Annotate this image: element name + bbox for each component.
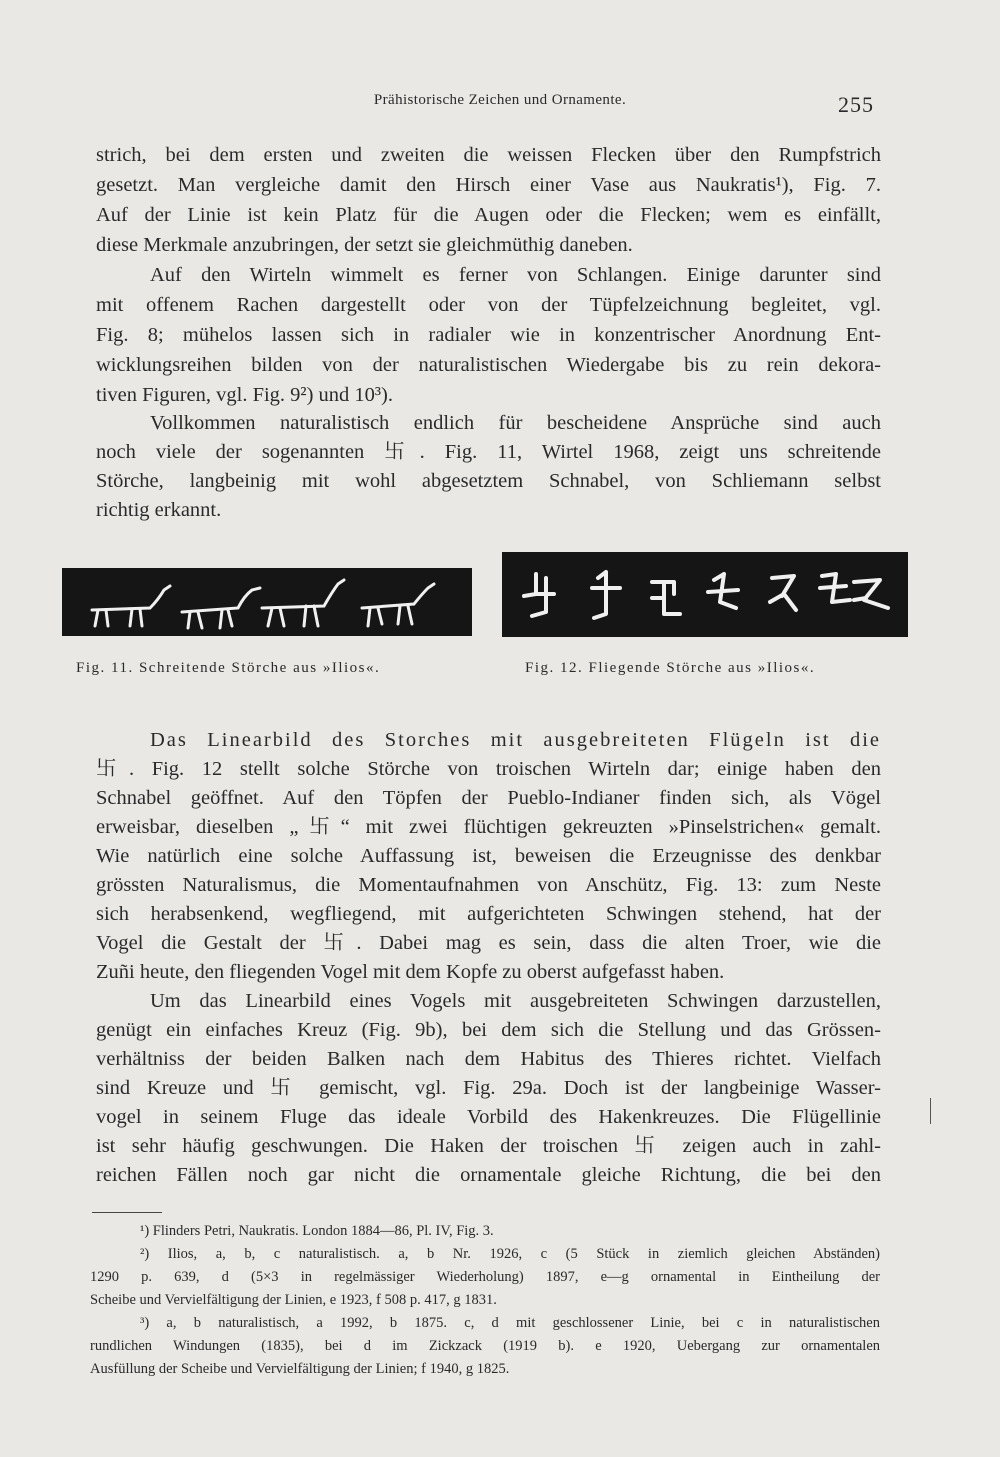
body-line: verhältniss der beiden Balken nach dem Habitus des Thieres richtet. Vielfach (96, 1048, 881, 1070)
body-line: Das Linearbild des Storches mit ausgebreiteten Flügeln ist die (150, 729, 881, 751)
footnote: rundlichen Windungen (1835), bei d im Zickzack (1919 b). e 1920, Uebergang zur ornamentalen (90, 1338, 880, 1354)
flying-stork-5 (770, 576, 796, 610)
body-line: sich herabsenkend, wegfliegend, mit aufgerichteten Schwingen stehend, hat der (96, 903, 881, 925)
body-line: vogel in seinem Fluge das ideale Vorbild des Hakenkreuzes. Die Flügellinie (96, 1106, 881, 1128)
stork-3 (262, 580, 344, 608)
stork-1-legs (95, 609, 142, 626)
margin-mark (930, 1098, 931, 1124)
body-line: diese Merkmale anzubringen, der setzt sie gleichmüthig daneben. (96, 234, 633, 256)
stork-4 (362, 584, 434, 608)
footnote: ¹) Flinders Petri, Naukratis. London 1884—86, Pl. IV, Fig. 3. (140, 1223, 494, 1239)
stork-4-legs (368, 606, 412, 626)
body-line: 卐. Fig. 12 stellt solche Störche von troischen Wirteln dar; einige haben den (96, 758, 881, 780)
figure-11-walking-storks (62, 568, 472, 636)
stork-1 (92, 586, 170, 610)
flying-stork-7 (854, 580, 888, 608)
footnote: ²) Ilios, a, b, c naturalistisch. a, b Nr. 1926, c (5 Stück in ziemlich gleichen Abständen) (140, 1246, 880, 1262)
body-line: strich, bei dem ersten und zweiten die weissen Flecken über den Rumpfstrich (96, 144, 881, 166)
page-number: 255 (838, 92, 874, 117)
body-line: richtig erkannt. (96, 499, 222, 521)
body-line: grössten Naturalismus, die Momentaufnahmen von Anschütz, Fig. 13: zum Neste (96, 874, 881, 896)
body-line: mit offenem Rachen dargestellt oder von der Tüpfelzeichnung begleitet, vgl. (96, 294, 881, 316)
running-title: Prähistorische Zeichen und Ornamente. (373, 92, 627, 108)
body-line: sind Kreuze und 卐 gemischt, vgl. Fig. 29a. Doch ist der langbeinige Wasser- (96, 1077, 881, 1099)
body-line: Zuñi heute, den fliegenden Vogel mit dem Kopfe zu oberst aufgefasst haben. (96, 961, 725, 983)
figure-12-drawing (502, 552, 908, 637)
flying-stork-1 (524, 574, 554, 616)
body-line: genügt ein einfaches Kreuz (Fig. 9b), bei dem sich die Stellung und das Grössen- (96, 1019, 881, 1041)
body-line: tiven Figuren, vgl. Fig. 9²) und 10³). (96, 384, 393, 406)
stork-2-legs (188, 610, 232, 628)
body-line: noch viele der sogenannten 卐. Fig. 11, Wirtel 1968, zeigt uns schreitende (96, 441, 881, 463)
figure-12-caption: Fig. 12. Fliegende Störche aus »Ilios«. (525, 660, 816, 676)
figure-11-caption: Fig. 11. Schreitende Störche aus »Ilios«. (76, 660, 381, 676)
body-line: Schnabel geöffnet. Auf den Töpfen der Pueblo-Indianer finden sich, als Vögel (96, 787, 881, 809)
flying-stork-6 (820, 574, 850, 602)
body-line: Auf der Linie ist kein Platz für die Augen oder die Flecken; wem es einfällt, (96, 204, 881, 226)
figure-11-drawing (62, 568, 472, 636)
body-line: Auf den Wirteln wimmelt es ferner von Schlangen. Einige darunter sind (150, 264, 881, 286)
footnote-rule (92, 1212, 162, 1213)
body-line: Störche, langbeinig mit wohl abgesetztem Schnabel, von Schliemann selbst (96, 470, 881, 492)
body-line: erweisbar, dieselben „卐“ mit zwei flüchtigen gekreuzten »Pinselstrichen« gemalt. (96, 816, 881, 838)
flying-stork-4 (708, 574, 738, 608)
footnote: ³) a, b naturalistisch, a 1992, b 1875. c, d mit geschlossener Linie, bei c in naturalistischen (140, 1315, 880, 1331)
footnote: Ausfüllung der Scheibe und Vervielfältigung der Linien; f 1940, g 1825. (90, 1361, 510, 1377)
body-line: wicklungsreihen bilden von der naturalistischen Wiedergabe bis zu rein dekora- (96, 354, 881, 376)
footnote: Scheibe und Vervielfältigung der Linien, e 1923, f 508 p. 417, g 1831. (90, 1292, 497, 1308)
body-line: gesetzt. Man vergleiche damit den Hirsch einer Vase aus Naukratis¹), Fig. 7. (96, 174, 881, 196)
body-line: Vollkommen naturalistisch endlich für bescheidene Ansprüche sind auch (150, 412, 881, 434)
flying-stork-2 (592, 572, 620, 618)
body-line: Fig. 8; mühelos lassen sich in radialer wie in konzentrischer Anordnung Ent- (96, 324, 881, 346)
figure-12-flying-storks (502, 552, 908, 637)
body-line: Vogel die Gestalt der 卐. Dabei mag es sein, dass die alten Troer, wie die (96, 932, 881, 954)
body-line: Um das Linearbild eines Vogels mit ausgebreiteten Schwingen darzustellen, (150, 990, 881, 1012)
flying-stork-3 (652, 582, 680, 614)
body-line: Wie natürlich eine solche Auffassung ist, beweisen die Erzeugnisse des denkbar (96, 845, 881, 867)
stork-2 (182, 588, 260, 612)
footnote: 1290 p. 639, d (5×3 in regelmässiger Wiederholung) 1897, e—g ornamental in Eintheilung der (90, 1269, 880, 1285)
body-line: ist sehr häufig geschwungen. Die Haken der troischen 卐 zeigen auch in zahl- (96, 1135, 881, 1157)
body-line: reichen Fällen noch gar nicht die ornamentale gleiche Richtung, die bei den (96, 1164, 881, 1186)
